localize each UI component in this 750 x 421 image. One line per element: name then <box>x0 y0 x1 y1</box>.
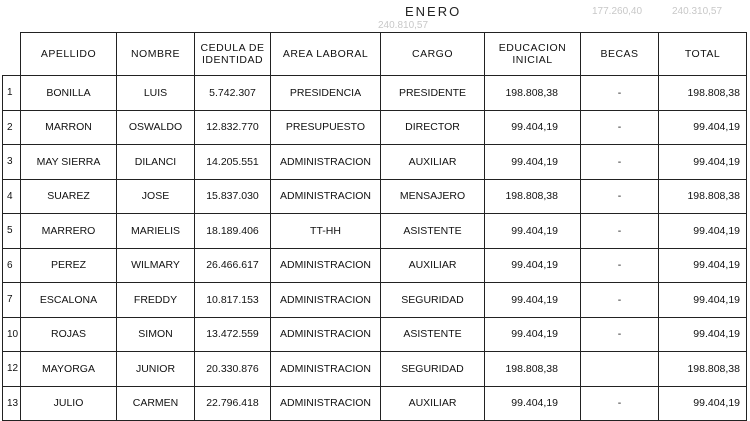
area-cell: PRESIDENCIA <box>271 76 381 111</box>
becas-cell: - <box>581 145 659 180</box>
faint-value: 177.260,40 <box>592 6 643 17</box>
area-cell: PRESUPUESTO <box>271 110 381 145</box>
cedula-cell: 14.205.551 <box>195 145 271 180</box>
educacion-cell: 99.404,19 <box>485 317 581 352</box>
total-cell: 198.808,38 <box>659 76 747 111</box>
table-row <box>3 214 747 249</box>
becas-cell <box>581 352 659 387</box>
total-cell: 99.404,19 <box>659 145 747 180</box>
faint-value: 240.810,57 <box>378 20 429 31</box>
becas-cell: - <box>581 110 659 145</box>
educacion-cell: 99.404,19 <box>485 145 581 180</box>
apellido-cell: MARRON <box>21 110 117 145</box>
column-header: EDUCACION INICIAL <box>485 33 581 76</box>
apellido-cell: ESCALONA <box>21 283 117 318</box>
cargo-cell: PRESIDENTE <box>381 76 485 111</box>
column-header: CARGO <box>381 33 485 76</box>
nombre-cell: WILMARY <box>117 248 195 283</box>
becas-cell: - <box>581 76 659 111</box>
cedula-cell: 18.189.406 <box>195 214 271 249</box>
total-cell: 99.404,19 <box>659 386 747 421</box>
nombre-cell: CARMEN <box>117 386 195 421</box>
becas-cell: - <box>581 283 659 318</box>
apellido-cell: MAY SIERRA <box>21 145 117 180</box>
cedula-cell: 5.742.307 <box>195 76 271 111</box>
cedula-cell: 12.832.770 <box>195 110 271 145</box>
column-header: APELLIDO <box>21 33 117 76</box>
cargo-cell: DIRECTOR <box>381 110 485 145</box>
cedula-cell: 22.796.418 <box>195 386 271 421</box>
row-number: 7 <box>3 283 21 318</box>
row-number: 13 <box>3 386 21 421</box>
row-number: 1 <box>3 76 21 111</box>
nombre-cell: LUIS <box>117 76 195 111</box>
column-header: NOMBRE <box>117 33 195 76</box>
becas-cell: - <box>581 317 659 352</box>
educacion-cell: 99.404,19 <box>485 283 581 318</box>
nombre-cell: FREDDY <box>117 283 195 318</box>
area-cell: ADMINISTRACION <box>271 248 381 283</box>
cargo-cell: AUXILIAR <box>381 386 485 421</box>
total-cell: 99.404,19 <box>659 214 747 249</box>
becas-cell: - <box>581 248 659 283</box>
row-number: 10 <box>3 317 21 352</box>
nombre-cell: OSWALDO <box>117 110 195 145</box>
apellido-cell: PEREZ <box>21 248 117 283</box>
cargo-cell: ASISTENTE <box>381 317 485 352</box>
becas-cell: - <box>581 386 659 421</box>
educacion-cell: 198.808,38 <box>485 179 581 214</box>
cargo-cell: SEGURIDAD <box>381 352 485 387</box>
apellido-cell: JULIO <box>21 386 117 421</box>
cargo-cell: SEGURIDAD <box>381 283 485 318</box>
table-row <box>3 317 747 352</box>
table-row <box>3 283 747 318</box>
apellido-cell: BONILLA <box>21 76 117 111</box>
area-cell: ADMINISTRACION <box>271 179 381 214</box>
table-row <box>3 386 747 421</box>
column-header: BECAS <box>581 33 659 76</box>
educacion-cell: 99.404,19 <box>485 386 581 421</box>
nombre-cell: JOSE <box>117 179 195 214</box>
table-row <box>3 179 747 214</box>
row-number: 2 <box>3 110 21 145</box>
cedula-cell: 10.817.153 <box>195 283 271 318</box>
educacion-cell: 99.404,19 <box>485 214 581 249</box>
table-row <box>3 110 747 145</box>
faint-value: 240.310,57 <box>672 6 723 17</box>
nombre-cell: DILANCI <box>117 145 195 180</box>
table-row <box>3 76 747 111</box>
nombre-cell: JUNIOR <box>117 352 195 387</box>
row-number: 4 <box>3 179 21 214</box>
header-row <box>3 33 747 76</box>
cedula-cell: 20.330.876 <box>195 352 271 387</box>
area-cell: TT-HH <box>271 214 381 249</box>
row-number: 6 <box>3 248 21 283</box>
row-number: 3 <box>3 145 21 180</box>
apellido-cell: SUAREZ <box>21 179 117 214</box>
cedula-cell: 13.472.559 <box>195 317 271 352</box>
apellido-cell: MAYORGA <box>21 352 117 387</box>
area-cell: ADMINISTRACION <box>271 283 381 318</box>
total-cell: 99.404,19 <box>659 110 747 145</box>
table-row <box>3 248 747 283</box>
becas-cell: - <box>581 214 659 249</box>
column-header: AREA LABORAL <box>271 33 381 76</box>
nombre-cell: SIMON <box>117 317 195 352</box>
column-header: CEDULA DE IDENTIDAD <box>195 33 271 76</box>
total-cell: 198.808,38 <box>659 179 747 214</box>
becas-cell: - <box>581 179 659 214</box>
table-row <box>3 352 747 387</box>
apellido-cell: ROJAS <box>21 317 117 352</box>
cargo-cell: MENSAJERO <box>381 179 485 214</box>
area-cell: ADMINISTRACION <box>271 352 381 387</box>
payroll-table <box>2 32 747 421</box>
column-header: TOTAL <box>659 33 747 76</box>
educacion-cell: 99.404,19 <box>485 248 581 283</box>
total-cell: 99.404,19 <box>659 248 747 283</box>
nombre-cell: MARIELIS <box>117 214 195 249</box>
area-cell: ADMINISTRACION <box>271 145 381 180</box>
total-cell: 99.404,19 <box>659 283 747 318</box>
apellido-cell: MARRERO <box>21 214 117 249</box>
total-cell: 198.808,38 <box>659 352 747 387</box>
cedula-cell: 26.466.617 <box>195 248 271 283</box>
row-number: 12 <box>3 352 21 387</box>
table-row <box>3 145 747 180</box>
cargo-cell: AUXILIAR <box>381 248 485 283</box>
educacion-cell: 99.404,19 <box>485 110 581 145</box>
cedula-cell: 15.837.030 <box>195 179 271 214</box>
educacion-cell: 198.808,38 <box>485 76 581 111</box>
area-cell: ADMINISTRACION <box>271 317 381 352</box>
row-number: 5 <box>3 214 21 249</box>
educacion-cell: 198.808,38 <box>485 352 581 387</box>
index-header <box>3 33 21 76</box>
total-cell: 99.404,19 <box>659 317 747 352</box>
area-cell: ADMINISTRACION <box>271 386 381 421</box>
month-title: ENERO <box>405 4 462 19</box>
cargo-cell: AUXILIAR <box>381 145 485 180</box>
cargo-cell: ASISTENTE <box>381 214 485 249</box>
